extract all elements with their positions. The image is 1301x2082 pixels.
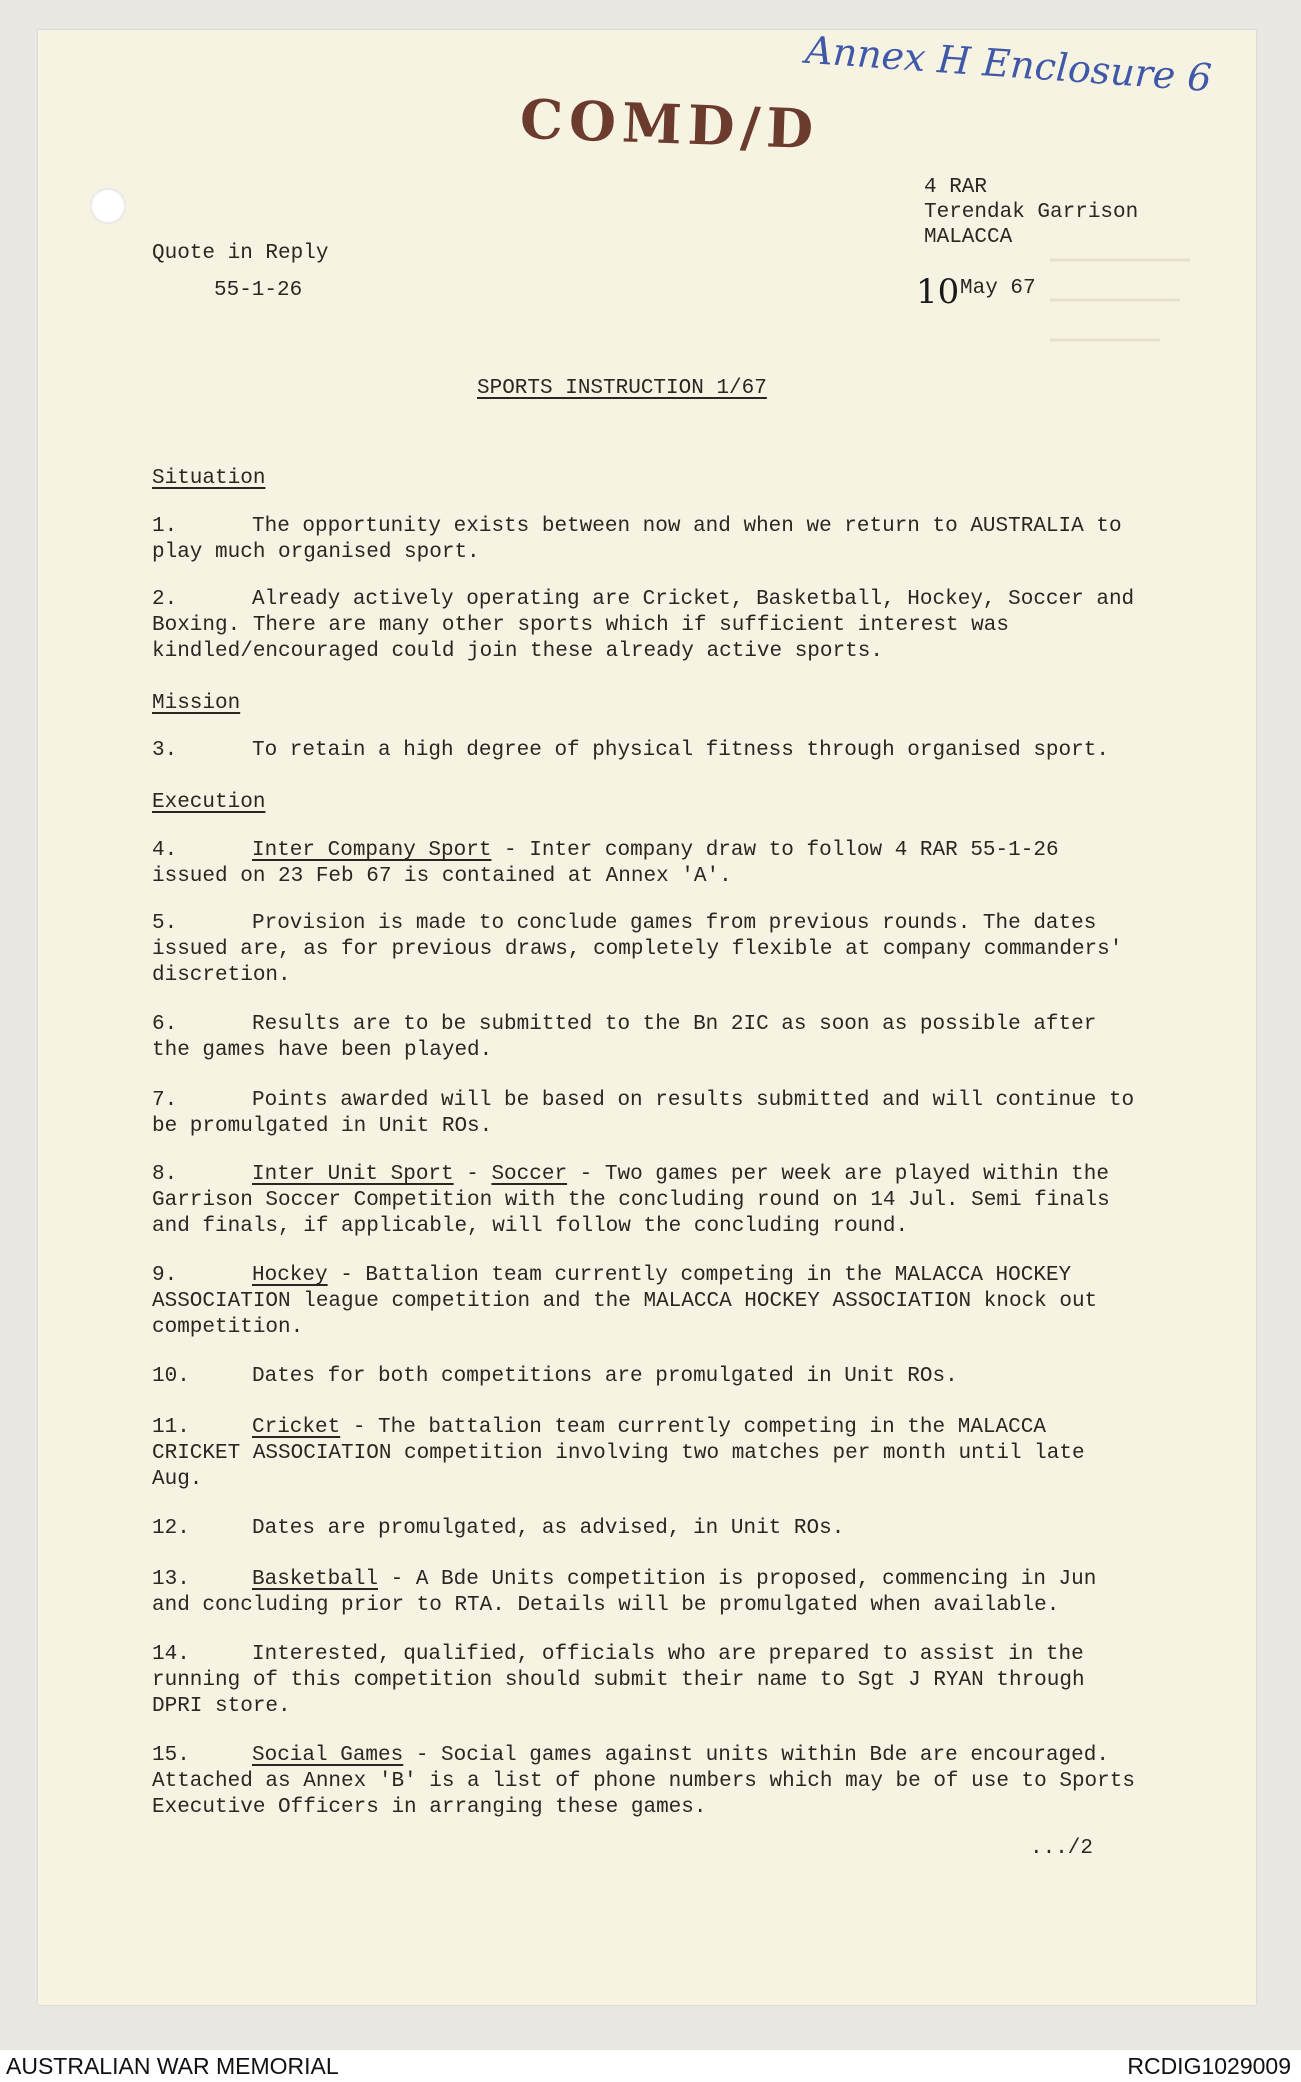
- paragraph-number: 8.: [152, 1163, 178, 1186]
- paragraph-text: To retain a high degree of physical fitness through organised sport.: [252, 739, 1109, 762]
- paragraph-4: [152, 838, 1142, 890]
- archive-id: RCDIG1029009: [1127, 2053, 1291, 2079]
- paragraph-heading: Social Games: [252, 1744, 404, 1767]
- paragraph-text: Dates are promulgated, as advised, in Unit ROs.: [252, 1517, 845, 1540]
- paragraph-14: [152, 1642, 1142, 1720]
- paragraph-heading: Hockey: [252, 1264, 328, 1287]
- paragraph-number: 4.: [152, 839, 178, 862]
- paragraph-number: 12.: [152, 1517, 190, 1540]
- handwritten-annotation: Annex H Enclosure 6: [803, 27, 1214, 101]
- paragraph-text: - Battalion team currently competing in the MALACCA HOCKEY ASSOCIATION league competition and the MALACCA HOCKEY ASSOCIATION knock out competition.: [152, 1264, 1098, 1339]
- document-title: SPORTS INSTRUCTION 1/67: [477, 377, 767, 400]
- paragraph-12: [152, 1516, 1142, 1542]
- heading-separator: -: [453, 1163, 492, 1186]
- paragraph-number: 10.: [152, 1365, 190, 1388]
- paragraph-number: 6.: [152, 1013, 178, 1036]
- bleed-through-mark: [1040, 240, 1200, 360]
- unit-line-1: 4 RAR: [924, 176, 988, 199]
- paragraph-subheading: Soccer: [491, 1163, 568, 1186]
- paragraph-number: 9.: [152, 1264, 178, 1287]
- date-month-year: May 67: [960, 277, 1036, 300]
- paragraph-number: 13.: [152, 1568, 190, 1591]
- paragraph-3: [152, 738, 1142, 764]
- unit-line-2: Terendak Garrison: [924, 201, 1139, 224]
- paragraph-number: 7.: [152, 1089, 178, 1112]
- unit-line-3: MALACCA: [924, 226, 1013, 249]
- handwritten-stamp: COMD/D: [518, 86, 821, 162]
- punch-hole: [90, 188, 126, 224]
- paragraph-8: [152, 1162, 1142, 1240]
- paragraph-number: 14.: [152, 1643, 190, 1666]
- paragraph-text: Interested, qualified, officials who are prepared to assist in the running of this competition should submit their name to Sgt J RYAN through DPRI store.: [152, 1643, 1085, 1718]
- paragraph-1: [152, 514, 1142, 566]
- paragraph-2: [152, 587, 1142, 665]
- paragraph-11: [152, 1415, 1142, 1493]
- paragraph-text: The opportunity exists between now and when we return to AUSTRALIA to play much organised sport.: [152, 515, 1122, 564]
- paragraph-9: [152, 1263, 1142, 1341]
- paragraph-heading: Cricket: [252, 1416, 341, 1439]
- paragraph-text: - A Bde Units competition is proposed, commencing in Jun and concluding prior to RTA. Details will be promulgated when available.: [152, 1568, 1097, 1617]
- paragraph-text: Already actively operating are Cricket, Basketball, Hockey, Soccer and Boxing. There are many other sports which if sufficient interest was kindled/encouraged could join these already active sports.: [152, 588, 1135, 663]
- paragraph-15: [152, 1743, 1142, 1821]
- paragraph-number: 2.: [152, 588, 178, 611]
- section-heading-situation: Situation: [152, 467, 266, 490]
- paragraph-number: 11.: [152, 1416, 190, 1439]
- paragraph-6: [152, 1012, 1142, 1064]
- paragraph-number: 3.: [152, 739, 178, 762]
- paragraph-text: - The battalion team currently competing in the MALACCA CRICKET ASSOCIATION competition involving two matches per month until late Aug.: [152, 1416, 1085, 1491]
- reference-number: 55-1-26: [214, 279, 303, 302]
- paragraph-7: [152, 1088, 1142, 1140]
- paragraph-number: 5.: [152, 912, 178, 935]
- paragraph-number: 15.: [152, 1744, 190, 1767]
- paragraph-text: - Inter company draw to follow 4 RAR 55-1-26 issued on 23 Feb 67 is contained at Annex 'A'.: [152, 839, 1059, 888]
- paragraph-5: [152, 911, 1142, 989]
- section-heading-execution: Execution: [152, 791, 266, 814]
- paragraph-text: - Two games per week are played within the Garrison Soccer Competition with the concluding round on 14 Jul. Semi finals and finals, if applicable, will follow the concluding round.: [152, 1163, 1110, 1238]
- archive-credit: AUSTRALIAN WAR MEMORIAL: [6, 2053, 339, 2079]
- paragraph-heading: Basketball: [252, 1568, 379, 1591]
- paragraph-number: 1.: [152, 515, 178, 538]
- paragraph-heading: Inter Unit Sport: [252, 1163, 454, 1186]
- date-day: 10: [916, 272, 960, 312]
- paragraph-text: Provision is made to conclude games from previous rounds. The dates issued are, as for previous draws, completely flexible at company commanders' discretion.: [152, 912, 1123, 987]
- quote-in-reply-label: Quote in Reply: [152, 242, 329, 265]
- paragraph-text: Results are to be submitted to the Bn 2IC as soon as possible after the games have been played.: [152, 1013, 1097, 1062]
- paragraph-heading: Inter Company Sport: [252, 839, 492, 862]
- continuation-marker: .../2: [1030, 1837, 1094, 1860]
- paragraph-text: - Social games against units within Bde are encouraged. Attached as Annex 'B' is a list of phone numbers which may be of use to Sports Executive Officers in arranging these games.: [152, 1744, 1135, 1819]
- section-heading-mission: Mission: [152, 692, 241, 715]
- paragraph-13: [152, 1567, 1142, 1619]
- paragraph-text: Points awarded will be based on results submitted and will continue to be promulgated in Unit ROs.: [152, 1089, 1135, 1138]
- paragraph-10: [152, 1364, 1142, 1390]
- paragraph-text: Dates for both competitions are promulgated in Unit ROs.: [252, 1365, 958, 1388]
